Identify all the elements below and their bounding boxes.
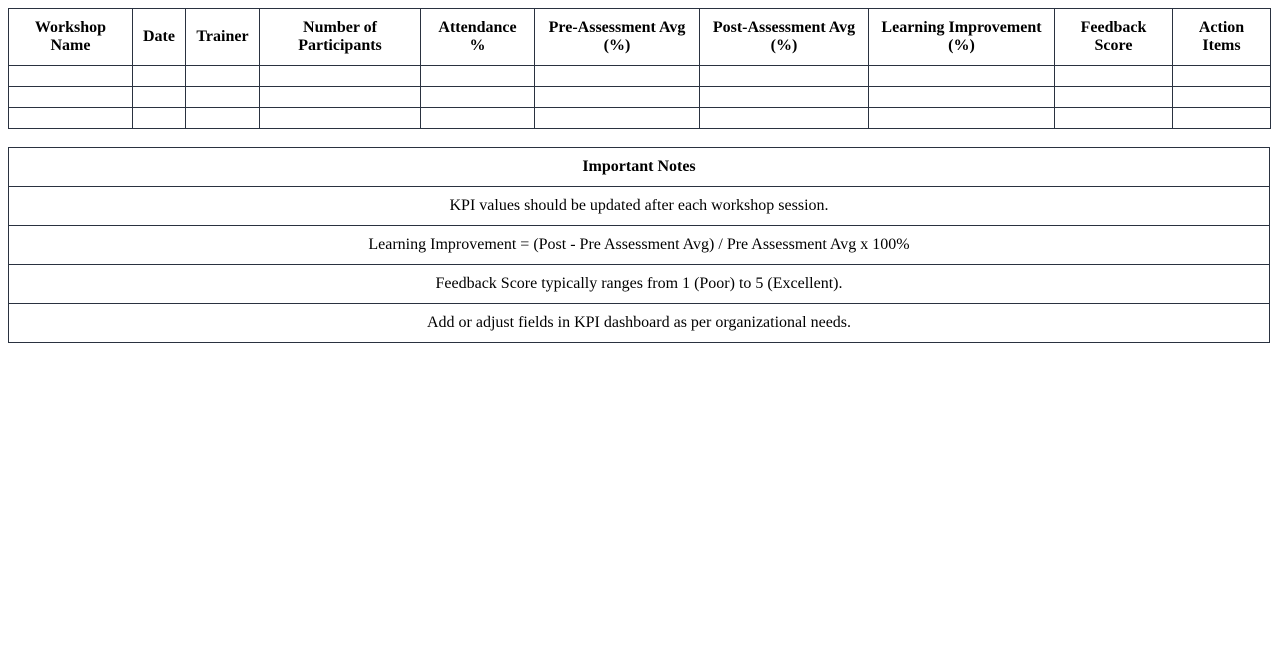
table-cell[interactable] (421, 87, 535, 108)
table-cell[interactable] (9, 108, 133, 129)
header-action-items: Action Items (1173, 9, 1271, 66)
header-pre-assessment-avg: Pre-Assessment Avg (%) (535, 9, 700, 66)
table-cell[interactable] (260, 108, 421, 129)
table-cell[interactable] (186, 66, 260, 87)
table-cell[interactable] (421, 108, 535, 129)
table-cell[interactable] (133, 87, 186, 108)
table-cell[interactable] (700, 87, 869, 108)
table-cell[interactable] (1173, 108, 1271, 129)
header-trainer: Trainer (186, 9, 260, 66)
table-cell[interactable] (1055, 66, 1173, 87)
note-feedback-score-range: Feedback Score typically ranges from 1 (Poor) to 5 (Excellent). (9, 265, 1270, 304)
table-cell[interactable] (9, 66, 133, 87)
table-cell[interactable] (535, 66, 700, 87)
note-adjust-fields: Add or adjust fields in KPI dashboard as per organizational needs. (9, 304, 1270, 343)
notes-header-row (9, 148, 1270, 187)
table-cell[interactable] (9, 87, 133, 108)
kpi-header-row (9, 9, 1271, 66)
note-update-kpi: KPI values should be updated after each workshop session. (9, 187, 1270, 226)
table-cell[interactable] (421, 66, 535, 87)
notes-table (8, 147, 1270, 343)
header-post-assessment-avg: Post-Assessment Avg (%) (700, 9, 869, 66)
table-cell[interactable] (1173, 66, 1271, 87)
notes-title: Important Notes (9, 148, 1270, 187)
table-row (9, 108, 1271, 129)
table-cell[interactable] (869, 66, 1055, 87)
table-cell[interactable] (133, 66, 186, 87)
page-content (8, 8, 1270, 343)
header-workshop-name: Workshop Name (9, 9, 133, 66)
table-cell[interactable] (535, 108, 700, 129)
note-learning-improvement-formula: Learning Improvement = (Post - Pre Assessment Avg) / Pre Assessment Avg x 100% (9, 226, 1270, 265)
table-cell[interactable] (1055, 87, 1173, 108)
table-cell[interactable] (535, 87, 700, 108)
header-feedback-score: Feedback Score (1055, 9, 1173, 66)
table-cell[interactable] (869, 87, 1055, 108)
table-cell[interactable] (186, 108, 260, 129)
table-cell[interactable] (260, 87, 421, 108)
notes-row (9, 304, 1270, 343)
header-date: Date (133, 9, 186, 66)
table-cell[interactable] (186, 87, 260, 108)
table-cell[interactable] (260, 66, 421, 87)
header-learning-improvement: Learning Improvement (%) (869, 9, 1055, 66)
table-cell[interactable] (869, 108, 1055, 129)
table-row (9, 66, 1271, 87)
table-cell[interactable] (133, 108, 186, 129)
table-cell[interactable] (1173, 87, 1271, 108)
header-number-of-participants: Number of Participants (260, 9, 421, 66)
notes-row (9, 226, 1270, 265)
table-cell[interactable] (700, 66, 869, 87)
notes-row (9, 187, 1270, 226)
kpi-table (8, 8, 1271, 129)
notes-row (9, 265, 1270, 304)
table-row (9, 87, 1271, 108)
table-cell[interactable] (700, 108, 869, 129)
table-cell[interactable] (1055, 108, 1173, 129)
header-attendance: Attendance % (421, 9, 535, 66)
